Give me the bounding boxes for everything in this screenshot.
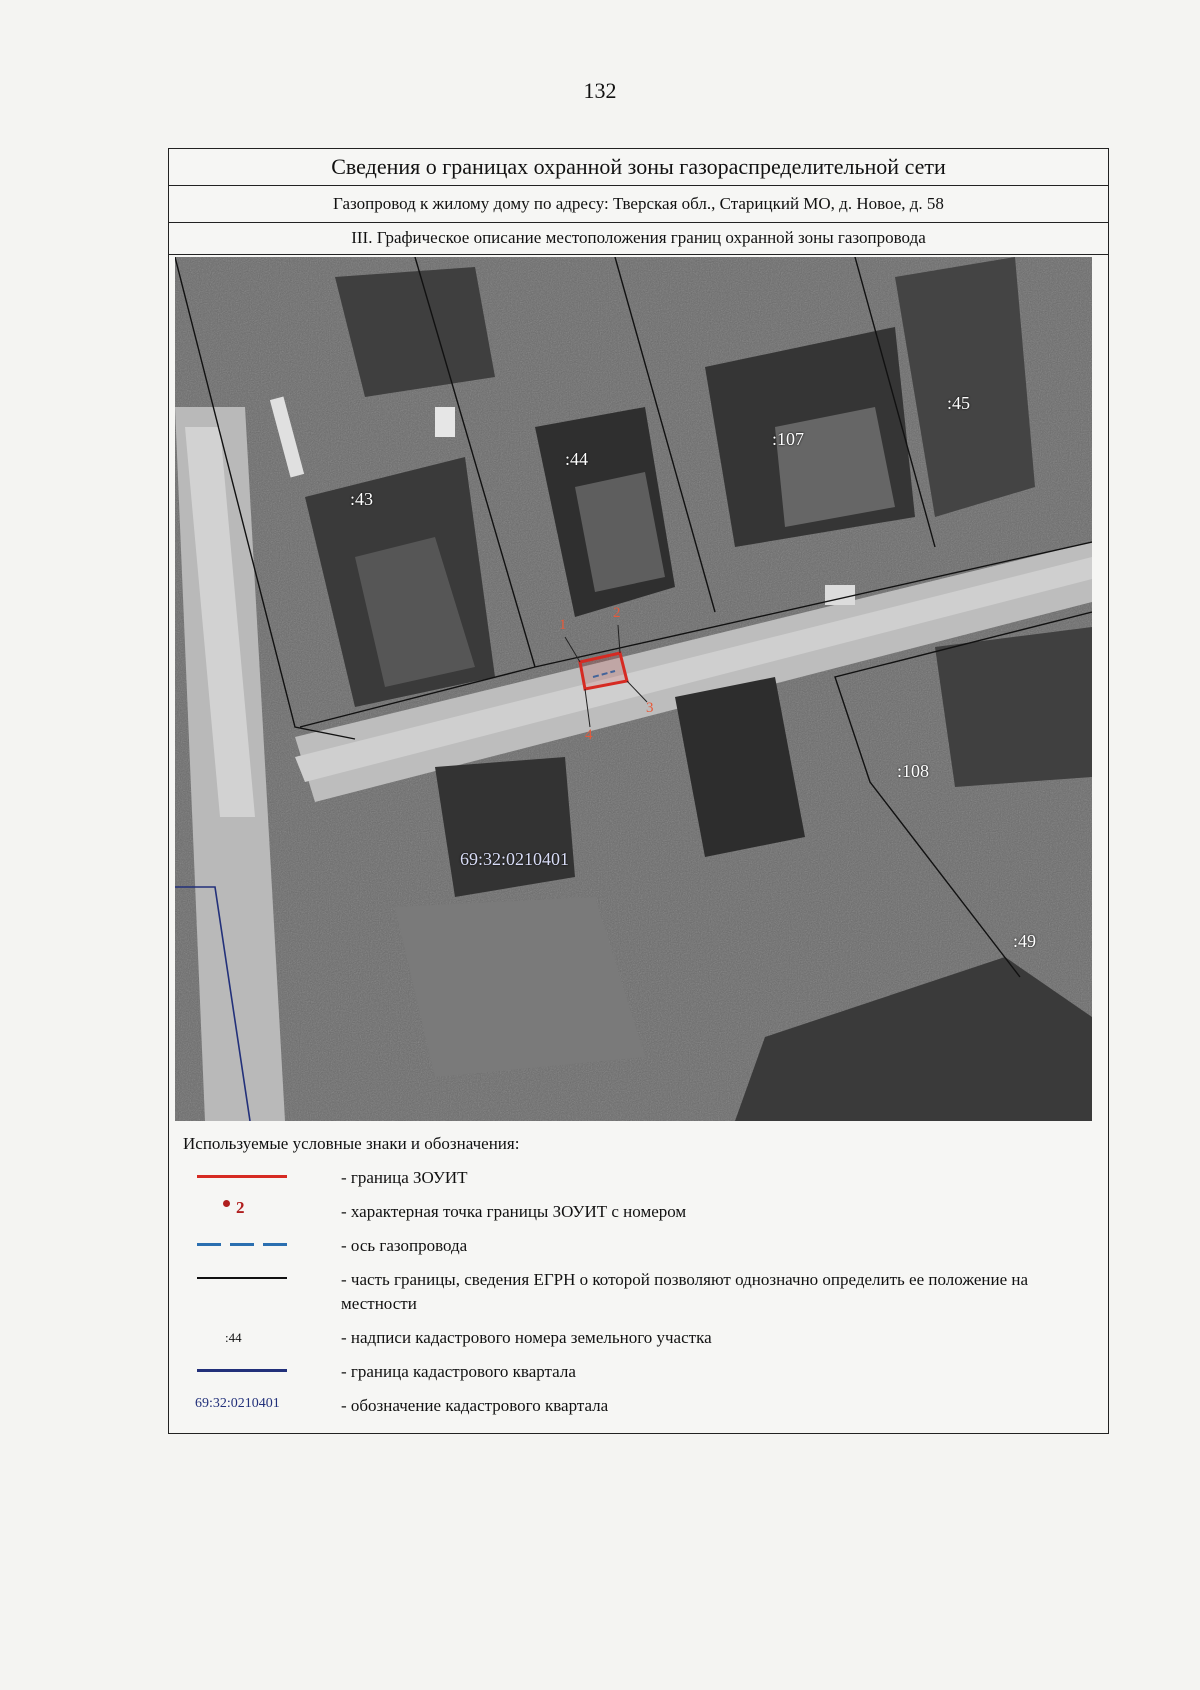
quarter-label: 69:32:0210401 [460, 849, 570, 869]
point-label-3: 3 [646, 700, 654, 716]
legend-item-zouit-point: 2 - характерная точка границы ЗОУИТ с номером [183, 1196, 1093, 1230]
parcel-label-107: :107 [772, 429, 805, 449]
aerial-map [175, 257, 1092, 1121]
parcel-label-49: :49 [1013, 931, 1037, 951]
navy-line-icon [197, 1369, 287, 1372]
point-label-1: 1 [559, 617, 567, 633]
page-number: 132 [583, 78, 617, 103]
document-title: Сведения о границах охранной зоны газораспределительной сети [169, 149, 1108, 186]
blue-dash-line-icon [197, 1243, 287, 1246]
legend-item-quarter-number: 69:32:0210401 - обозначение кадастрового квартала [195, 1396, 609, 1415]
legend-item-zouit-border: - граница ЗОУИТ [183, 1162, 1093, 1196]
legend [183, 1134, 1093, 1424]
legend-item-parcel-border: - часть границы, сведения ЕГРН о которой позволяют однозначно определить ее положение на местности [183, 1264, 1093, 1322]
legend-title: Используемые условные знаки и обозначения: [183, 1134, 520, 1153]
point-label-4: 4 [585, 727, 593, 743]
parcel-label-44: :44 [565, 449, 589, 469]
document-frame [168, 148, 1109, 1434]
legend-item-gas-axis: - ось газопровода [183, 1230, 1093, 1264]
legend-item-quarter-border: - граница кадастрового квартала [183, 1356, 1093, 1390]
map-canvas [175, 257, 1092, 1121]
section-title: III. Графическое описание местоположения границ охранной зоны газопровода [169, 223, 1108, 255]
house-108 [935, 627, 1092, 787]
black-line-icon [197, 1277, 287, 1279]
parcel-number-text: :44 [225, 1330, 242, 1345]
red-point-icon: 2 [223, 1198, 245, 1218]
point-label-2: 2 [613, 605, 621, 621]
parcel-label-45: :45 [947, 393, 971, 413]
legend-item-parcel-number: :44 - надписи кадастрового номера земельного участка [225, 1328, 712, 1347]
object-description: Газопровод к жилому дому по адресу: Тверская обл., Старицкий МО, д. Новое, д. 58 [169, 186, 1108, 223]
parcel-label-108: :108 [897, 761, 930, 781]
quarter-number-text: 69:32:0210401 [195, 1396, 280, 1411]
red-line-icon [197, 1175, 287, 1178]
parcel-label-43: :43 [350, 489, 374, 509]
